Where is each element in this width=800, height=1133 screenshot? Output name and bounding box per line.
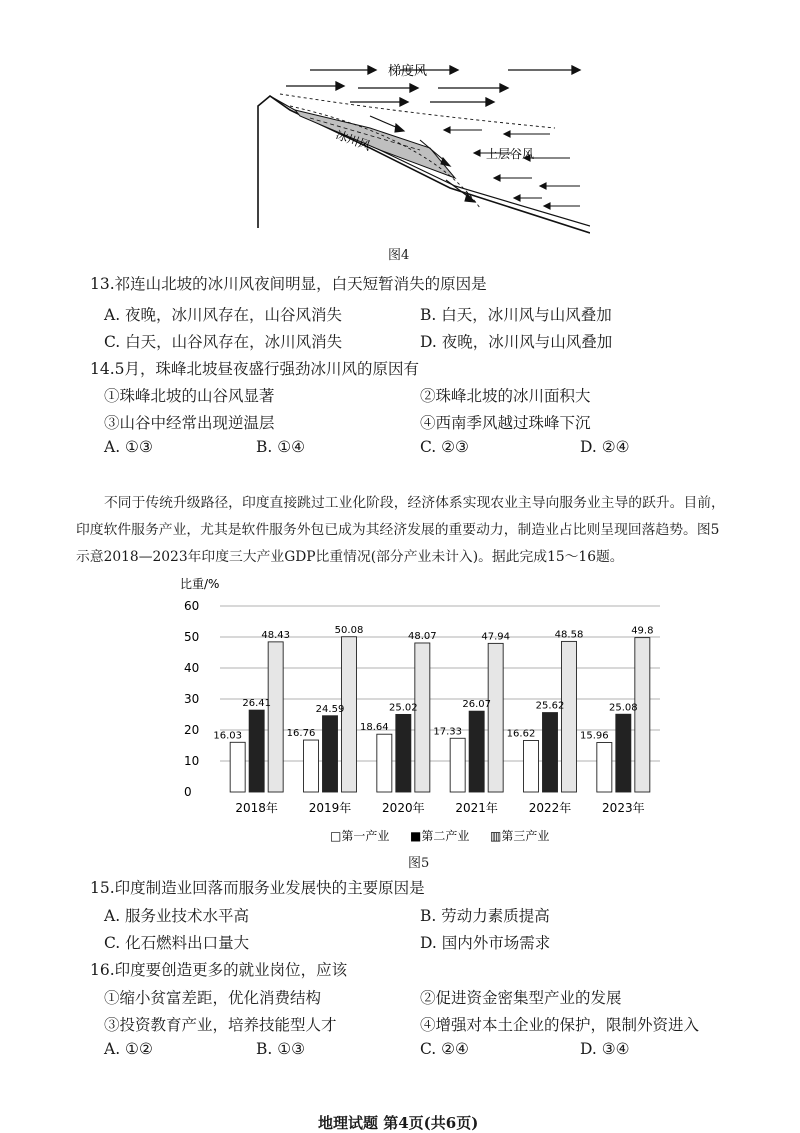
data-label: 18.64 [360,722,389,734]
question-14-statement-4: ④西南季风越过珠峰下沉 [420,414,591,432]
question-14-option-a: A. ①③ [104,438,153,456]
bar-1-3 [377,734,392,792]
bar-1-1 [230,742,245,792]
bar-2-1 [249,710,264,792]
page-footer: 地理试题 第4页(共6页) [318,1114,479,1132]
data-label: 16.76 [286,728,316,740]
question-13-option-b: B. 白天，冰川风与山风叠加 [420,306,612,324]
figure4-label-glacier-wind: 冰川风 [333,127,373,154]
x-tick-label: 2019年 [308,801,352,815]
question-16-statement-2: ②促进资金密集型产业的发展 [420,989,622,1007]
data-label: 48.58 [554,629,584,641]
data-label: 48.07 [408,630,437,642]
x-tick-label: 2023年 [602,801,645,815]
passage-line-2: 印度软件服务产业，尤其是软件服务外包已成为其经济发展的重要动力，制造业占比则呈现回落趋势。图5 [76,522,720,538]
y-tick-label: 30 [184,692,200,706]
bar-1-4 [450,738,465,792]
question-14-statement-3: ③山谷中经常出现逆温层 [104,414,275,432]
data-label: 15.96 [580,730,609,742]
figure4-label-gradient-wind: 梯度风 [388,64,428,79]
x-tick-label: 2021年 [455,801,498,815]
data-label: 50.08 [334,624,364,636]
question-14-option-b: B. ①④ [256,438,306,456]
question-14-option-d: D. ②④ [580,438,630,456]
passage-line-1: 不同于传统升级路径，印度直接跳过工业化阶段，经济体系实现农业主导向服务业主导的跃升。目前， [104,495,725,511]
question-14-statement-1: ①珠峰北坡的山谷风显著 [104,387,275,405]
bar-1-5 [524,740,539,792]
question-13-option-a: A. 夜晚，冰川风存在，山谷风消失 [104,306,343,324]
figure5-caption: 图5 [408,856,430,871]
bar-3-1 [268,642,283,792]
bar-2-3 [396,714,411,792]
question-16-option-c: C. ②④ [420,1040,469,1058]
data-label: 49.8 [631,625,654,637]
legend-entry: ▥第三产业 [490,829,550,843]
bar-2-6 [616,714,631,792]
question-14-statement-2: ②珠峰北坡的冰川面积大 [420,387,591,405]
bar-2-4 [469,711,484,792]
data-label: 16.03 [213,730,242,742]
question-16-stem: 16.印度要创造更多的就业岗位，应该 [90,961,348,979]
bar-2-2 [323,716,338,792]
figure4-caption: 图4 [388,248,410,263]
passage-line-3: 示意2018—2023年印度三大产业GDP比重情况(部分产业未计入)。据此完成15～16题。 [76,549,624,565]
question-16-option-d: D. ③④ [580,1040,630,1058]
question-16-statement-4: ④增强对本土企业的保护，限制外资进入 [420,1016,700,1034]
question-16-statement-1: ①缩小贫富差距，优化消费结构 [104,989,322,1007]
question-13-stem: 13.祁连山北坡的冰川风夜间明显，白天短暂消失的原因是 [90,275,487,293]
data-label: 17.33 [433,726,462,738]
question-15-option-a: A. 服务业技术水平高 [104,907,250,925]
x-tick-label: 2018年 [235,801,278,815]
data-label: 47.94 [481,631,510,643]
question-15-stem: 15.印度制造业回落而服务业发展快的主要原因是 [90,879,425,897]
question-14-option-c: C. ②③ [420,438,469,456]
data-label: 48.43 [261,629,290,641]
legend-entry: □第一产业 [330,829,390,843]
question-16-statement-3: ③投资教育产业，培养技能型人才 [104,1016,337,1034]
data-label: 26.41 [242,698,271,710]
data-label: 25.62 [535,700,565,712]
figure5-bar-chart [160,570,680,850]
y-tick-label: 40 [184,661,200,675]
y-tick-label: 0 [184,785,192,799]
y-tick-label: 10 [184,754,200,768]
bar-2-5 [543,713,558,792]
chart-ylabel: 比重/% [180,577,220,591]
question-15-option-b: B. 劳动力素质提高 [420,907,550,925]
question-15-option-d: D. 国内外市场需求 [420,934,551,952]
data-label: 16.62 [506,728,536,740]
x-tick-label: 2022年 [528,801,572,815]
bar-3-3 [415,643,430,792]
bar-3-6 [635,638,650,792]
question-15-option-c: C. 化石燃料出口量大 [104,934,250,952]
data-label: 26.07 [462,699,491,711]
bar-3-4 [488,643,503,792]
question-16-option-a: A. ①② [104,1040,153,1058]
data-label: 24.59 [315,703,345,715]
bar-3-5 [562,641,577,792]
y-tick-label: 50 [184,630,200,644]
question-13-option-c: C. 白天，山谷风存在，冰川风消失 [104,333,343,351]
data-label: 25.08 [609,702,638,714]
bar-1-2 [304,740,319,792]
figure4-label-upper-valley-wind: 上层谷风 [486,147,535,161]
question-14-stem: 14.5月，珠峰北坡昼夜盛行强劲冰川风的原因有 [90,360,420,378]
question-16-option-b: B. ①③ [256,1040,306,1058]
figure4-diagram [250,58,590,238]
y-tick-label: 20 [184,723,200,737]
data-label: 25.02 [389,702,418,714]
y-tick-label: 60 [184,599,200,613]
x-tick-label: 2020年 [382,801,425,815]
legend-entry: ■第二产业 [410,829,470,843]
bar-1-6 [597,743,612,792]
question-13-option-d: D. 夜晚，冰川风与山风叠加 [420,333,613,351]
